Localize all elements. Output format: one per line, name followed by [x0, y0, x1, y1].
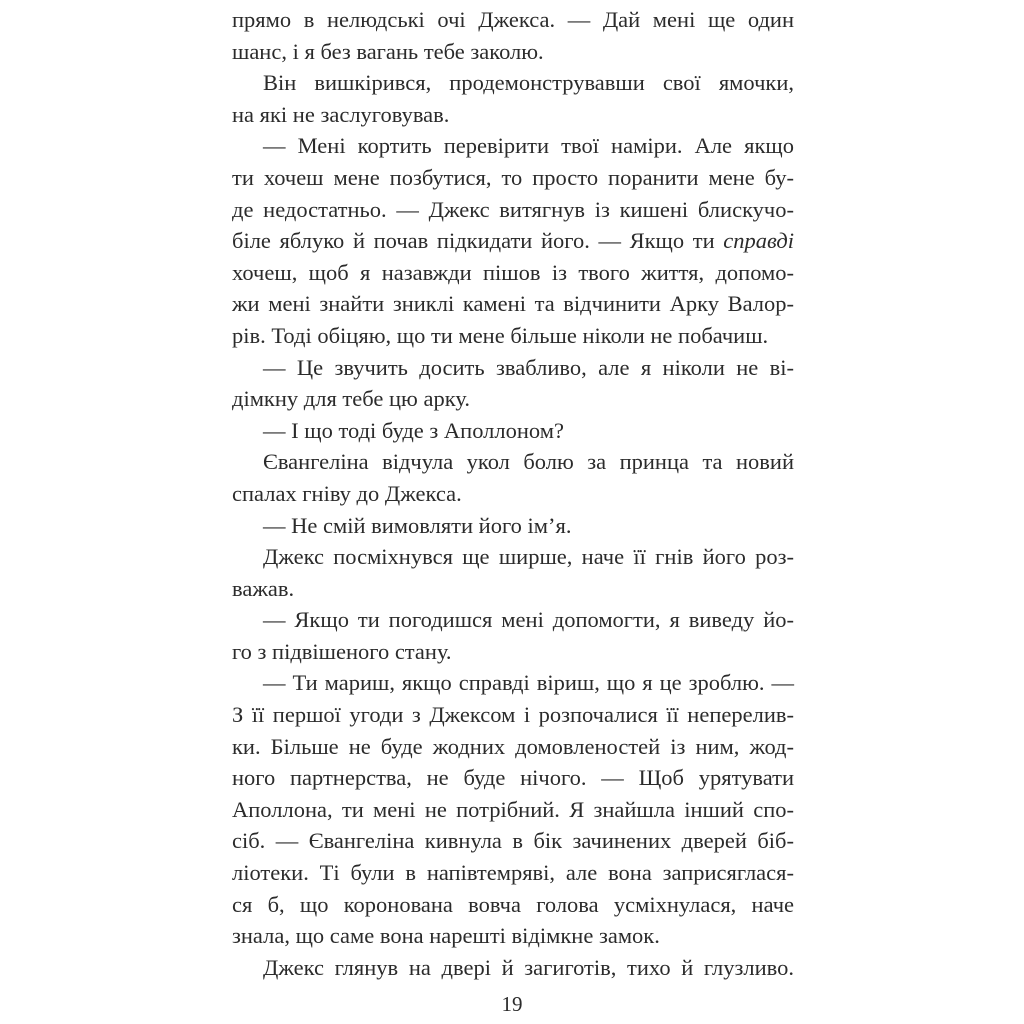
text-line: — Якщо ти погодишся мені допомогти, я виведу йо-: [263, 607, 794, 633]
text-line: ного партнерства, не буде нічого. — Щоб урятувати: [232, 765, 794, 791]
text-line: жи мені знайти зниклі камені та відчинити Арку Валор-: [232, 291, 794, 317]
text-line: де недостатньо. — Джекс витягнув із кишені блискучо-: [232, 196, 794, 222]
text-line: хочеш, щоб я назавжди пішов із твого життя, допомо-: [232, 259, 794, 285]
text-line: Аполлона, ти мені не потрібний. Я знайшла інший спо-: [232, 796, 794, 822]
text-line: — Це звучить досить звабливо, але я ніколи не ві-: [263, 354, 794, 380]
text-line: спалах гніву до Джекса.: [232, 480, 462, 506]
text-line: Джекс глянув на двері й загиготів, тихо й глузливо.: [263, 954, 794, 980]
text-line: ти хочеш мене позбутися, то просто поранити мене бу-: [232, 164, 794, 190]
emphasis: справді: [723, 228, 794, 254]
text-line: біле яблуко й почав підкидати його. — Якщо ти справді: [232, 228, 794, 254]
text-line: З її першої угоди з Джексом і розпочалися її неперелив-: [232, 702, 794, 728]
text-line: — Мені кортить перевірити твої наміри. Але якщо: [263, 133, 794, 159]
text-line: ліотеки. Ті були в напівтемряві, але вона заприсяглася-: [232, 860, 794, 886]
text-line: го з підвішеного стану.: [232, 638, 452, 664]
book-page-body: [232, 4, 794, 983]
text-line: рів. Тоді обіцяю, що ти мене більше ніколи не побачиш.: [232, 322, 769, 348]
text-line: ся б, що коронована вовча голова усміхнулася, наче: [232, 891, 794, 917]
text-line: Євангеліна відчула укол болю за принца та новий: [263, 449, 794, 475]
text-line: шанс, і я без вагань тебе заколю.: [232, 38, 544, 64]
text-line: важав.: [232, 575, 295, 601]
text-line: прямо в нелюдські очі Джекса. — Дай мені ще один: [232, 7, 794, 32]
text-line: дімкну для тебе цю арку.: [232, 386, 470, 412]
page-number: 19: [501, 992, 523, 1016]
text-line: — Не смій вимовляти його ім’я.: [263, 512, 572, 538]
text-line: знала, що саме вона нарешті відімкне замок.: [232, 923, 660, 949]
text-line: — Ти мариш, якщо справді віриш, що я це зроблю. —: [263, 670, 794, 696]
text-line: Джекс посміхнувся ще ширше, наче її гнів його роз-: [263, 544, 794, 570]
text-line: ки. Більше не буде жодних домовленостей із ним, жод-: [232, 733, 794, 759]
text-line: на які не заслуговував.: [232, 101, 450, 127]
text-line: — І що тоді буде з Аполлоном?: [263, 417, 564, 443]
text-line: сіб. — Євангеліна кивнула в бік зачинених дверей біб-: [232, 828, 794, 854]
text-line: Він вишкірився, продемонструвавши свої ямочки,: [263, 70, 794, 96]
